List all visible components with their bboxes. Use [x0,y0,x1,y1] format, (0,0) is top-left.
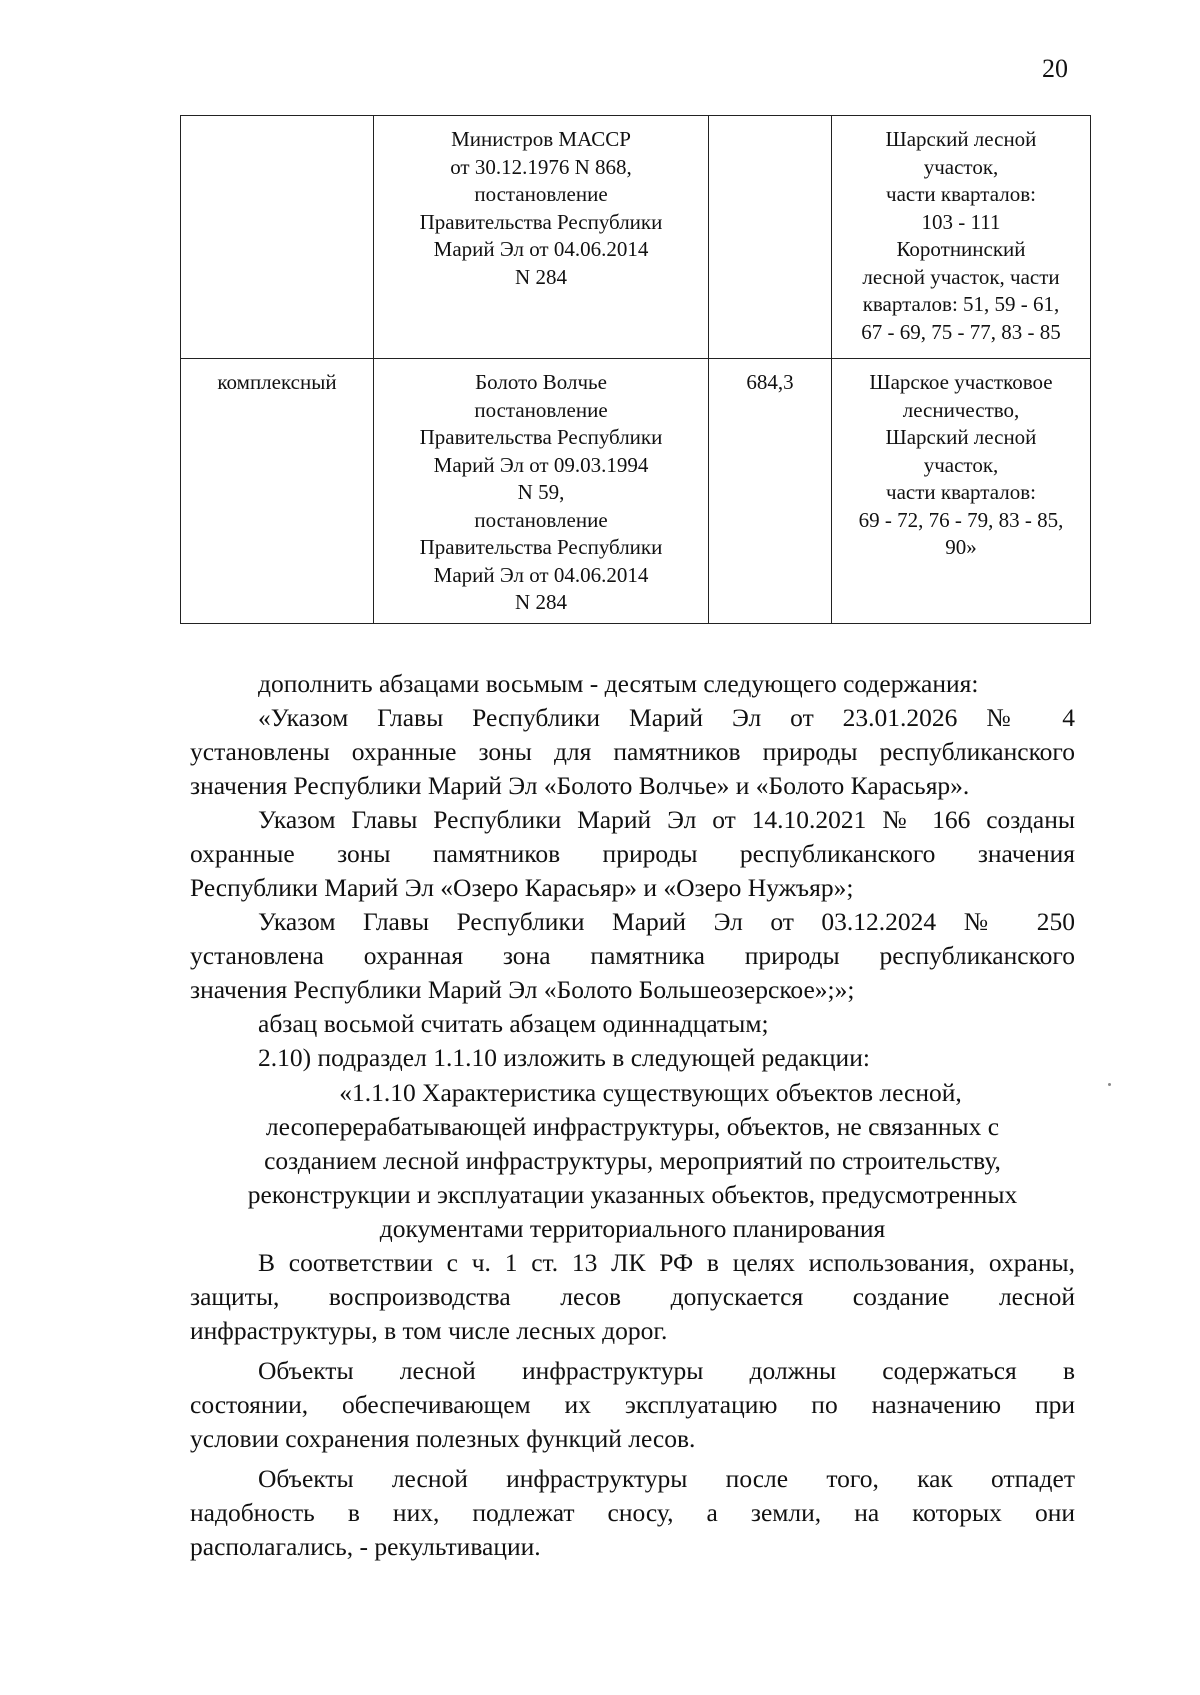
cell-line: Марий Эл от 04.06.2014 [433,562,649,587]
text-line: Республики Марий Эл «Озеро Карасьяр» и «Озеро Нужъяр»; [190,873,854,902]
cell-line: Шарский лесной [885,425,1037,449]
text-line: охранные зоны памятников природы республиканского значения [190,839,1075,868]
text-line: состоянии, обеспечивающем их эксплуатацию по назначению при [190,1390,1075,1419]
cell-line: Правительства Республики [419,535,663,559]
cell-line: комплексный [217,370,337,394]
cell-line: Марий Эл от 09.03.1994 [433,452,649,477]
cell-line: участок, [923,154,999,179]
cell-line: части кварталов: [886,182,1036,206]
paragraph-decree-2026 [190,701,1075,803]
text-line: надобность в них, подлежат сносу, а земли, на которых они [190,1498,1075,1527]
cell-line: Болото Волчье [475,370,607,394]
cell-line: лесной участок, части [862,264,1060,289]
cell-line: Коротнинский [896,237,1026,261]
table-cell-name [374,359,709,624]
table-cell-type [181,116,374,359]
text-line: Указом Главы Республики Марий Эл от 03.12.2024 № 250 [258,907,1075,936]
cell-line: Шарский лесной [885,127,1037,151]
table-cell-location [832,359,1091,624]
cell-line: 103 - 111 [921,209,1001,234]
cell-line: постановление [474,507,608,532]
text-line: «Указом Главы Республики Марий Эл от 23.01.2026 № 4 [258,703,1075,732]
cell-line: постановление [474,397,608,422]
heading-line: созданием лесной инфраструктуры, мероприятий по строительству, [264,1146,1001,1175]
heading-line: реконструкции и эксплуатации указанных объектов, предусмотренных [247,1180,1018,1209]
cell-line: 90» [945,535,977,559]
cell-line: 69 - 72, 76 - 79, 83 - 85, [858,507,1064,532]
cell-line: N 284 [515,264,567,289]
text-line: защиты, воспроизводства лесов допускается создание лесной [190,1282,1075,1311]
text-line: установлены охранные зоны для памятников природы республиканского [190,737,1075,766]
cell-line: от 30.12.1976 N 868, [450,154,632,179]
cell-line: 684,3 [746,370,794,394]
table-row [181,116,1091,359]
subsection-heading [190,1076,1075,1246]
cell-line: Правительства Республики [419,425,663,449]
cell-line: Марий Эл от 04.06.2014 [433,237,649,261]
cell-line: кварталов: 51, 59 - 61, [862,292,1060,316]
table-cell-name [374,116,709,359]
text-line: установлена охранная зона памятника природы республиканского [190,941,1075,970]
text-line: располагались, - рекультивации. [190,1532,541,1561]
text-line: Объекты лесной инфраструктуры после того, как отпадет [258,1464,1075,1493]
text-line: В соответствии с ч. 1 ст. 13 ЛК РФ в целях использования, охраны, [258,1248,1075,1277]
text-line: Объекты лесной инфраструктуры должны содержаться в [258,1356,1075,1385]
table-cell-area [709,116,832,359]
cell-line: Министров МАССР [451,127,631,151]
paragraph-maintenance [190,1354,1075,1456]
text-line: значения Республики Марий Эл «Болото Большеозерское»;»; [190,975,855,1004]
body-text [190,667,1075,1564]
paragraph-decree-2024 [190,905,1075,1007]
cell-line: 67 - 69, 75 - 77, 83 - 85 [861,319,1061,344]
paragraph-decree-2021 [190,803,1075,905]
cell-line: лесничество, [902,397,1020,422]
scan-speck [1108,1083,1111,1086]
cell-line: Правительства Республики [419,209,663,234]
text-line: условии сохранения полезных функций лесов. [190,1424,696,1453]
table-cell-area [709,359,832,624]
heading-line: «1.1.10 Характеристика существующих объектов лесной, [339,1078,962,1107]
cell-line: участок, [923,452,999,477]
table-row [181,359,1091,624]
table-cell-type [181,359,374,624]
cell-line: Шарское участковое [869,370,1053,394]
page-number: 20 [1042,54,1068,83]
cell-line: постановление [474,182,608,206]
heading-line: лесоперерабатывающей инфраструктуры, объектов, не связанных с [265,1112,1000,1141]
heading-line: документами территориального планирования [379,1214,886,1243]
paragraph-subsection: 2.10) подраздел 1.1.10 изложить в следующей редакции: [258,1043,870,1072]
text-line: инфраструктуры, в том числе лесных дорог. [190,1316,668,1345]
cell-line: N 284 [515,590,567,614]
protected-areas-table [180,115,1091,624]
text-line: значения Республики Марий Эл «Болото Волчье» и «Болото Карасьяр». [190,771,970,800]
paragraph-lk-rf [190,1246,1075,1348]
table-cell-location [832,116,1091,359]
text-line: Указом Главы Республики Марий Эл от 14.10.2021 № 166 созданы [258,805,1075,834]
cell-line: N 59, [517,480,565,504]
cell-line: части кварталов: [886,480,1036,504]
paragraph-demolition [190,1462,1075,1564]
paragraph-renumber: абзац восьмой считать абзацем одиннадцатым; [258,1009,769,1038]
paragraph-supplement: дополнить абзацами восьмым - десятым следующего содержания: [258,669,979,698]
